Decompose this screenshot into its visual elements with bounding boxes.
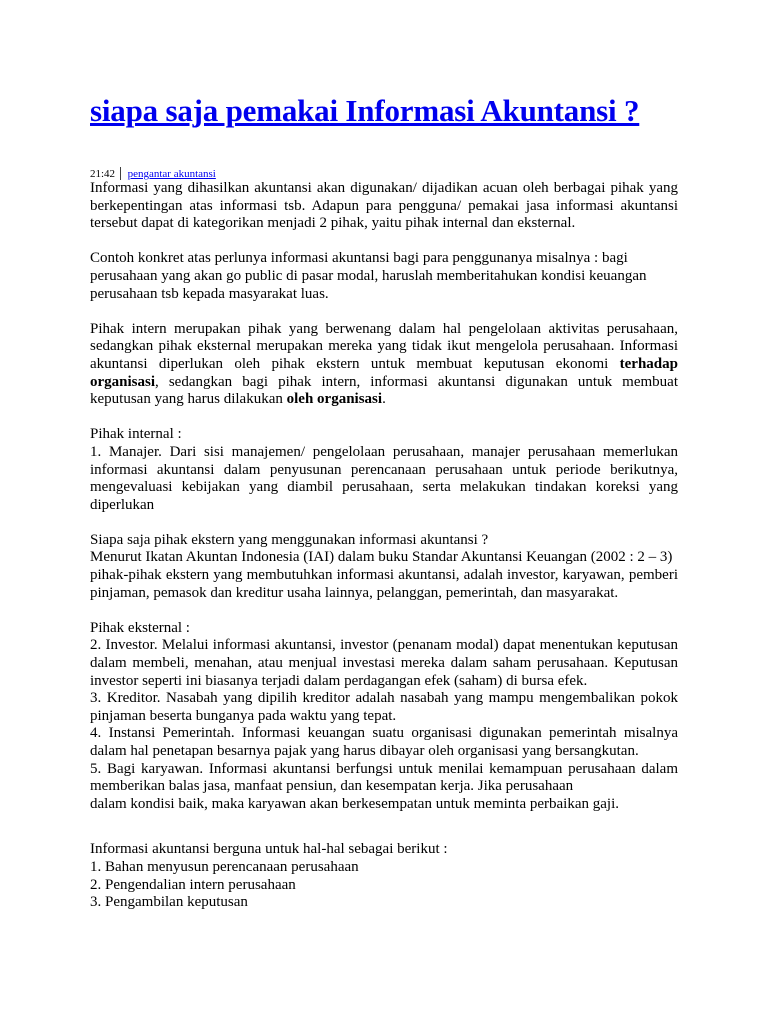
post-body (90, 180, 678, 912)
paragraph-example (90, 250, 678, 303)
post-title-link[interactable]: siapa saja pemakai Informasi Akuntansi ? (90, 93, 640, 128)
uses-item-2: 2. Pengendalian intern perusahaan (90, 876, 296, 893)
paragraph-example-line-2: perusahaan yang akan go public di pasar modal, haruslah memberitahukan kondisi keuangan (90, 267, 647, 284)
paragraph-example-line-1: Contoh konkret atas perlunya informasi akuntansi bagi para penggunanya misalnya : bagi (90, 250, 628, 267)
paragraph-intern-extern-text-e: . (382, 391, 386, 408)
paragraph-intern-extern-text-a: Pihak intern merupakan pihak yang berwenang dalam hal pengelolaan aktivitas perusahaan, sedangkan pihak eksternal merupakan mereka yang tidak ikut mengelola perusahaan. Informasi akuntansi diperlukan oleh pihak ekstern untuk membuat keputusan ekonomi (90, 320, 678, 372)
paragraph-intern-extern-text-c: , sedangkan bagi pihak intern, informasi akuntansi digunakan untuk membuat keputusan yang harus dilakukan (90, 373, 678, 408)
paragraph-intro: Informasi yang dihasilkan akuntansi akan digunakan/ dijadikan acuan oleh berbagai pihak yang berkepentingan atas informasi tsb. Adapun para pengguna/ pemakai jasa informasi akuntansi tersebut dapat di kategorikan menjadi 2 pihak, yaitu pihak internal dan eksternal. (90, 180, 678, 232)
internal-item-manajer: 1. Manajer. Dari sisi manajemen/ pengelolaan perusahaan, manajer perusahaan memerlukan informasi akuntansi dalam penyusunan perencanaan perusahaan untuk periode berikutnya, mengevaluasi kebijakan yang diambil perusahaan, serta melakukan tindakan koreksi yang diperlukan (90, 443, 678, 513)
internal-heading: Pihak internal : (90, 426, 182, 443)
bold-oleh-organisasi: oleh organisasi (286, 391, 383, 408)
external-item-karyawan: 5. Bagi karyawan. Informasi akuntansi berfungsi untuk menilai kemampuan perusahaan dalam memberikan balas jasa, manfaat pensiun, dan kesempatan kerja. Jika perusahaan (90, 760, 678, 795)
iai-reference-rest: pihak-pihak ekstern yang membutuhkan informasi akuntansi, adalah investor, karyawan, pemberi pinjaman, pemasok dan kreditur usaha lainnya, pelanggan, pemerintah, dan masyarakat. (90, 567, 678, 601)
meta-separator: | (118, 165, 122, 181)
label-link[interactable]: pengantar akuntansi (127, 168, 216, 180)
external-item-kreditor: 3. Kreditor. Nasabah yang dipilih kreditor adalah nasabah yang mampu mengembalikan pokok pinjaman beserta bunganya pada waktu yang tepat. (90, 690, 678, 724)
iai-reference-line: Menurut Ikatan Akuntan Indonesia (IAI) dalam buku Standar Akuntansi Keuangan (2002 : 2 – 3) (90, 549, 673, 566)
uses-heading: Informasi akuntansi berguna untuk hal-hal sebagai berikut : (90, 841, 448, 858)
bold-terhadap-organisasi: terhadap organisasi (90, 355, 678, 390)
paragraph-example-line-3: perusahaan tsb kepada masyarakat luas. (90, 285, 329, 302)
uses-item-1: 1. Bahan menyusun perencanaan perusahaan (90, 858, 359, 875)
external-item-investor: 2. Investor. Melalui informasi akuntansi, investor (penanam modal) dapat menentukan keputusan dalam membeli, menahan, atau menjual investasi mereka dalam saham perusahaan. Keputusan investor seperti ini biasanya terjadi dalam perdagangan efek (saham) di bursa efek. (90, 637, 678, 689)
external-item-karyawan-cont: dalam kondisi baik, maka karyawan akan berkesempatan untuk meminta perbaikan gaji. (90, 795, 619, 812)
post-time: 21:42 (90, 168, 116, 180)
paragraph-intern-extern (90, 321, 678, 409)
uses-item-3: 3. Pengambilan keputusan (90, 894, 248, 911)
question-external: Siapa saja pihak ekstern yang menggunakan informasi akuntansi ? (90, 531, 489, 548)
external-item-pemerintah: 4. Instansi Pemerintah. Informasi keuangan suatu organisasi digunakan pemerintah misalnya dalam hal penetapan besarnya pajak yang harus dibayar oleh organisasi yang bersangkutan. (90, 725, 678, 759)
external-heading: Pihak eksternal : (90, 619, 190, 636)
